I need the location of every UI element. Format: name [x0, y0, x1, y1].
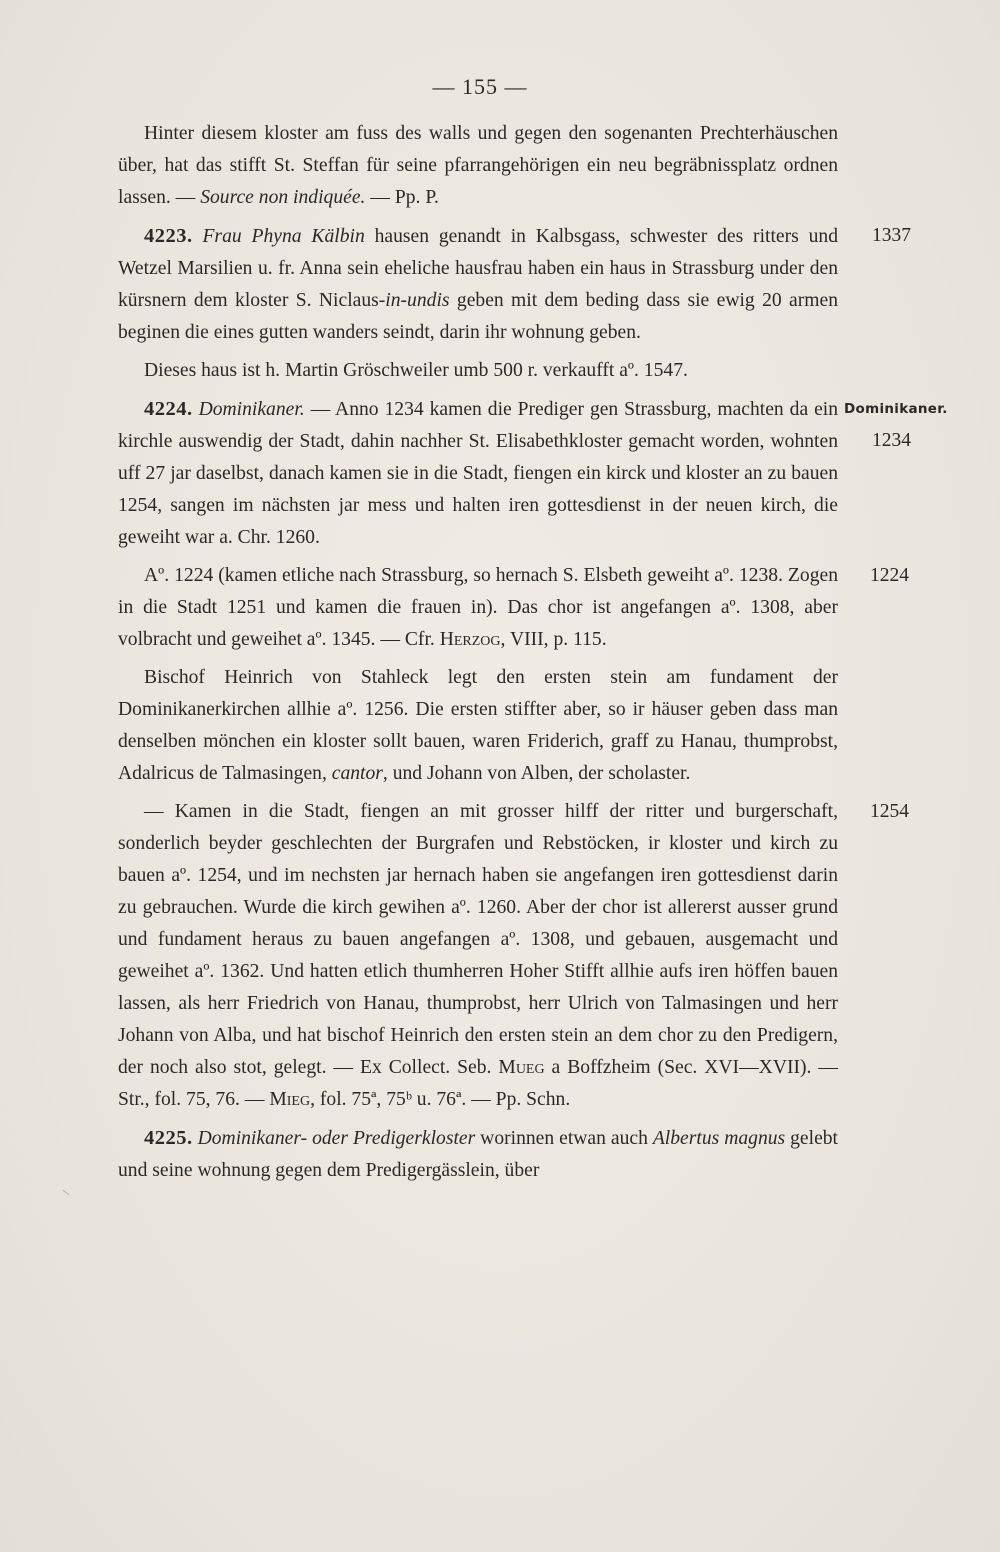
entry-text: gelebt und seine wohnung gegen dem Predigergässlein, über [118, 1128, 839, 1181]
entry-4224-bischof [118, 662, 838, 790]
margin-year: 1337 [872, 225, 911, 246]
entry-text: Aº. 1224 (kamen etliche nach Strassburg, so hernach S. Elsbeth geweiht aº. 1238. Zogen in die Stadt 1251 und kamen die frauen in). Das chor ist angefangen aº. 1308, aber volbracht und geweihet aº. 1345. — Cfr. [118, 565, 838, 650]
italic-text: Albertus magnus [652, 1128, 786, 1149]
entry-4223 [118, 220, 911, 349]
reference: — Pp. P. [365, 187, 439, 208]
italic-text: cantor [331, 763, 383, 784]
entry-number: 4224. [144, 398, 193, 420]
page-body [118, 118, 948, 1193]
margin-year: 1254 [870, 801, 909, 822]
paragraph-continuation [118, 118, 838, 214]
source-note: Source non indiquée. [200, 187, 366, 208]
italic-text: in-undis [385, 290, 450, 311]
author-name: Herzog [439, 629, 501, 650]
paper-speck [62, 1190, 69, 1195]
entry-title: Dominikaner. [198, 399, 305, 420]
entry-text: , und Johann von Alben, der scholaster. [382, 763, 691, 784]
entry-4225 [118, 1122, 838, 1187]
entry-text: worinnen etwan auch [475, 1128, 653, 1149]
entry-4224-kamen [118, 796, 909, 1116]
entry-text: a Boffzheim (Sec. XVI—XVII). — Str., fol. 75, 76. — [118, 1057, 839, 1110]
margin-label: Dominikaner. [844, 401, 948, 417]
entry-text: Dieses haus ist h. Martin Gröschweiler umb 500 r. verkaufft aº. 1547. [144, 360, 688, 381]
page-number: — 155 — [432, 74, 528, 99]
entry-text: geben mit dem beding dass sie ewig 20 armen beginen die eines gutten wanders seindt, darin ihr wohnung geben. [118, 290, 838, 343]
entry-number: 4225. [144, 1127, 193, 1149]
margin-year: 1234 [872, 430, 911, 451]
author-name: Mieg [269, 1089, 311, 1110]
reference: , fol. 75ª, 75ᵇ u. 76ª. — Pp. Schn. [310, 1089, 571, 1110]
entry-text: — Anno 1234 kamen die Prediger gen Strassburg, machten da ein kirchle auswendig der Stadt, dahin nachher St. Elisabethkloster gemacht worden, wohnten uff 27 jar daselbst, danach kamen sie in die Stadt, fiengen ein kirck und kloster an zu bauen 1254, sangen im nächsten jar mess und halten iren gottesdienst in der neuen kirch, die geweiht war a. Chr. 1260. [118, 399, 839, 548]
entry-title: Dominikaner- oder Predigerkloster [197, 1128, 476, 1149]
entry-text: hausen genandt in Kalbsgass, schwester des ritters und Wetzel Marsilien u. fr. Anna sein eheliche hausfrau haben ein haus in Strassburg under den kürsnern dem kloster S. Niclaus- [118, 226, 838, 311]
margin-year: 1224 [870, 565, 909, 586]
entry-text: — Kamen in die Stadt, fiengen an mit grosser hilff der ritter und burgerschaft, sonderlich beyder geschlechten der Burgrafen und Rebstöcken, ir kloster und kirch zu bauen aº. 1254, und im nechsten jar hernach haben sie angefangen iren gottesdienst darin zu gebrauchen. Wurde die kirch gewihen aº. 1260. Aber der chor ist allererst ausser grund und fundament heraus zu bauen angefangen aº. 1308, und gebauen, ausgemacht und geweihet aº. 1362. Und hatten etlich thumherren Hoher Stifft allhie aufs iren höffen bauen lassen, als herr Friedrich von Hanau, thumprobst, herr Ulrich von Talmasingen und herr Johann von Alba, und hat bischof Heinrich den ersten stein an dem chor zu den Predigern, der noch also stot, gelegt. — Ex Collect. Seb. [118, 801, 838, 1078]
author-name: Mueg [498, 1057, 545, 1078]
entry-4223-note [118, 355, 838, 387]
reference: , VIII, p. 115. [500, 629, 607, 650]
entry-title: Frau Phyna Kälbin [202, 226, 365, 247]
entry-text: Bischof Heinrich von Stahleck legt den ersten stein am fundament der Dominikanerkirchen allhie aº. 1256. Die ersten stiffter aber, so ir häuser geben dass man denselben mönchen ein kloster sollt bauen, waren Friderich, graff zu Hanau, thumprobst, Adalricus de Talmasingen, [118, 667, 838, 784]
entry-number: 4223. [144, 225, 193, 247]
entry-4224 [118, 393, 948, 554]
paragraph-text: Hinter diesem kloster am fuss des walls und gegen den sogenanten Prechterhäuschen über, hat das stifft St. Steffan für seine pfarrangehörigen ein neu begräbnissplatz ordnen lassen. — [118, 123, 838, 208]
entry-4224-1224 [118, 560, 909, 656]
